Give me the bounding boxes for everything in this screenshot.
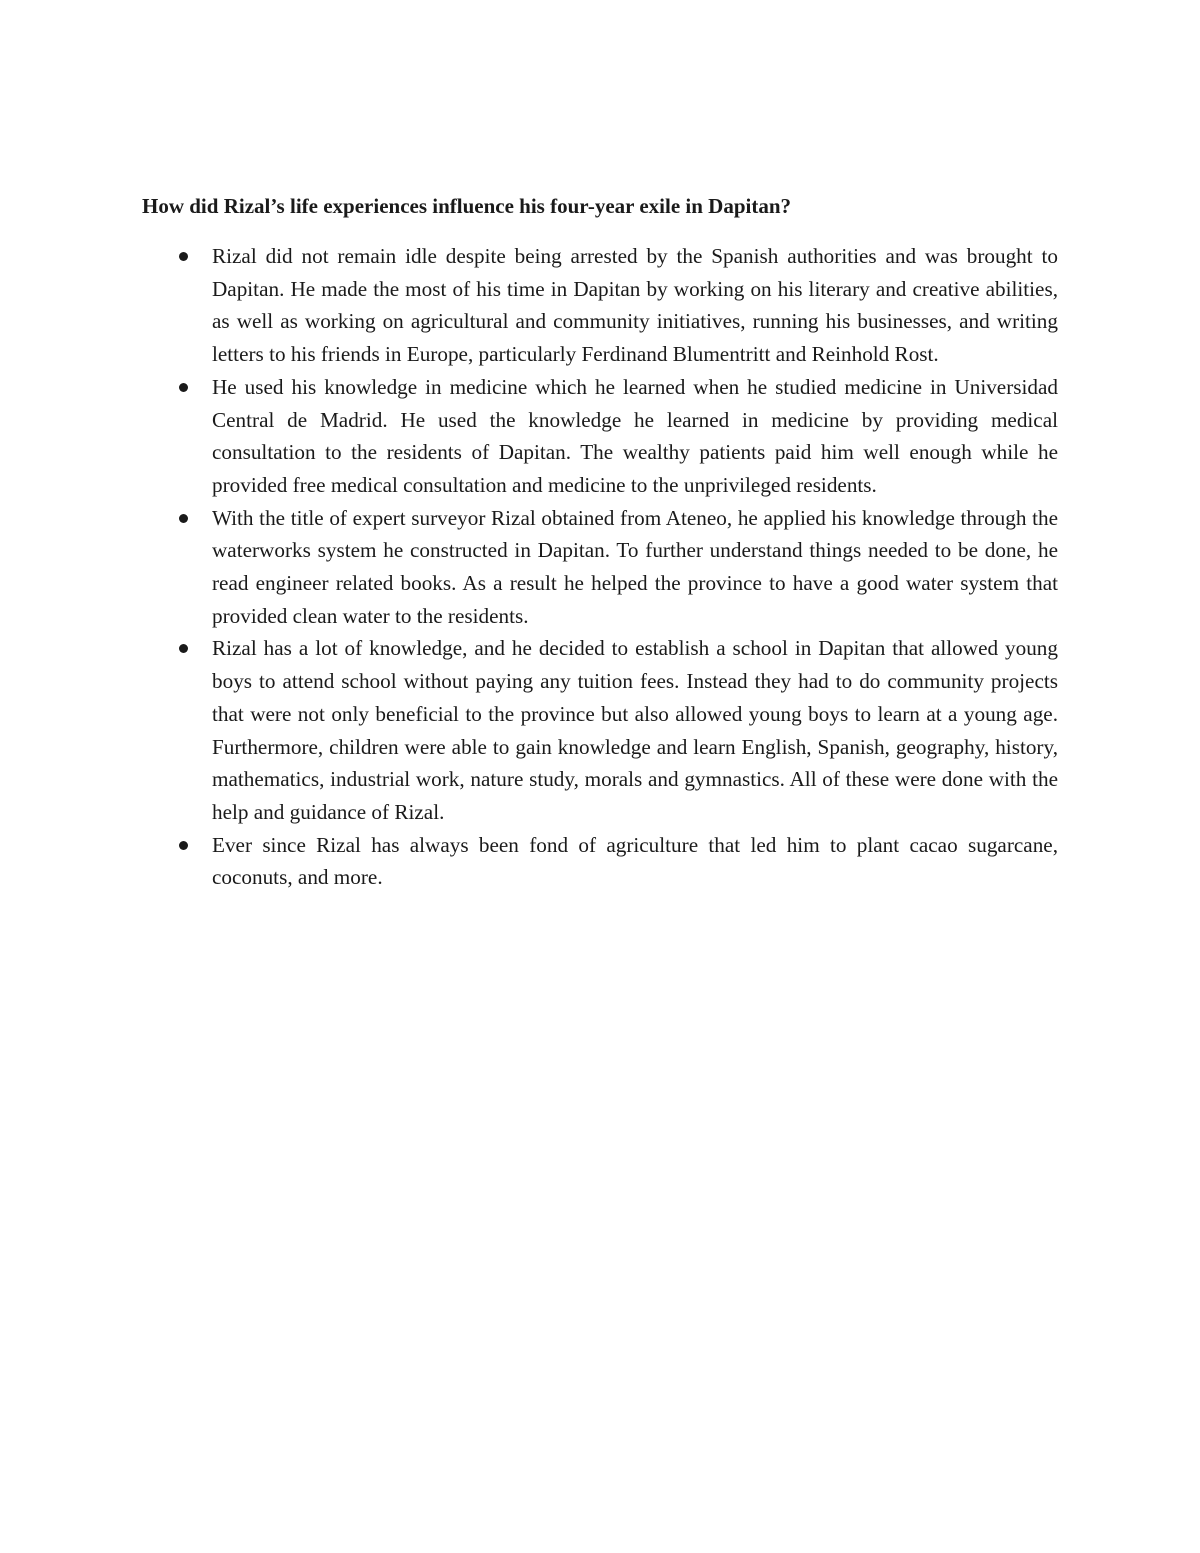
answer-item [142,829,1058,894]
answer-text: Rizal has a lot of knowledge, and he decided to establish a school in Dapitan that allowed young boys to attend school without paying any tuition fees. Instead they had to do community projects that were not only beneficial to the province but also allowed young boys to learn at a young age. Furthermore, children were able to gain knowledge and learn English, Spanish, geography, history, mathematics, industrial work, nature study, morals and gymnastics. All of these were done with the help and guidance of Rizal. [212,636,1058,824]
answer-item [142,502,1058,633]
bullet-icon [179,383,188,392]
bullet-icon [179,514,188,523]
answer-item [142,240,1058,371]
bullet-icon [179,644,188,653]
bullet-icon [179,252,188,261]
answer-text: Rizal did not remain idle despite being arrested by the Spanish authorities and was brought to Dapitan. He made the most of his time in Dapitan by working on his literary and creative abilities, as well as working on agricultural and community initiatives, running his businesses, and writing letters to his friends in Europe, particularly Ferdinand Blumentritt and Reinhold Rost. [212,244,1058,367]
answer-item [142,632,1058,828]
answer-list [142,240,1058,894]
bullet-icon [179,841,188,850]
answer-item [142,371,1058,502]
answer-text: With the title of expert surveyor Rizal obtained from Ateneo, he applied his knowledge through the waterworks system he constructed in Dapitan. To further understand things needed to be done, he read engineer related books. As a result he helped the province to have a good water system that provided clean water to the residents. [212,505,1058,628]
answer-text: Ever since Rizal has always been fond of agriculture that led him to plant cacao sugarcane, coconuts, and more. [212,832,1058,890]
answer-text: He used his knowledge in medicine which he learned when he studied medicine in Universidad Central de Madrid. He used the knowledge he learned in medicine by providing medical consultation to the residents of Dapitan. The wealthy patients paid him well enough while he provided free medical consultation and medicine to the unprivileged residents. [212,374,1058,497]
question-heading: How did Rizal’s life experiences influence his four-year exile in Dapitan? [142,194,792,218]
document-body [142,191,1058,894]
